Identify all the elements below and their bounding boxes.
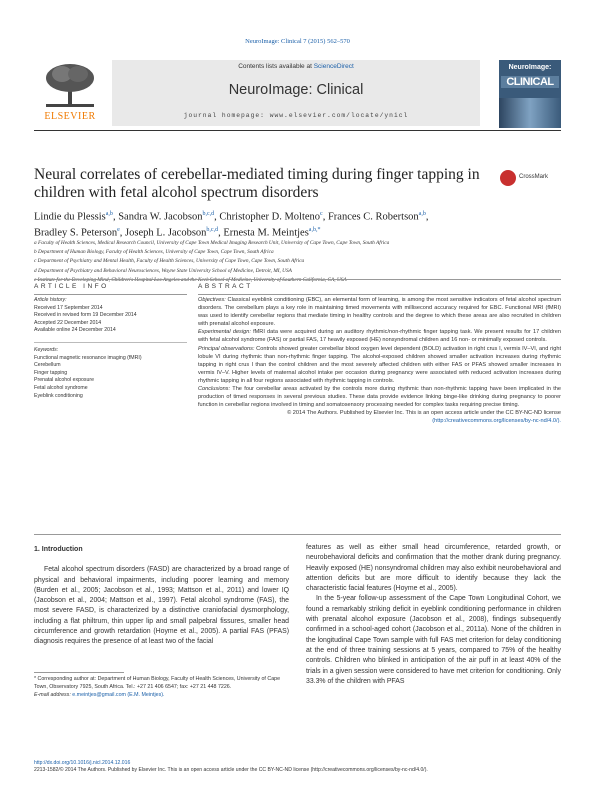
divider bbox=[34, 335, 187, 343]
contents-line bbox=[112, 63, 480, 70]
divider bbox=[34, 534, 561, 535]
publisher-name: ELSEVIER bbox=[44, 111, 96, 122]
section-heading: 1. Introduction bbox=[34, 546, 83, 553]
keyword: Eyeblink conditioning bbox=[34, 392, 83, 399]
author-affil-sup[interactable]: a,b bbox=[418, 211, 426, 217]
body-column-right bbox=[306, 543, 561, 687]
abstract-copyright bbox=[198, 409, 561, 425]
author-name[interactable]: Ernesta M. Meintjes bbox=[223, 227, 309, 239]
cover-artwork bbox=[499, 98, 561, 128]
elsevier-logo[interactable] bbox=[34, 60, 106, 128]
crossmark-button[interactable] bbox=[500, 170, 562, 188]
author-name[interactable]: Christopher D. Molteno bbox=[219, 211, 321, 223]
history-item: Received 17 September 2014 bbox=[34, 304, 103, 311]
history-item: Available online 24 December 2014 bbox=[34, 327, 116, 334]
page-footer bbox=[34, 760, 561, 775]
article-info-panel bbox=[34, 297, 187, 400]
history-item: Accepted 22 December 2014 bbox=[34, 319, 102, 326]
journal-banner bbox=[112, 60, 480, 126]
footnote bbox=[34, 676, 289, 699]
sciencedirect-link[interactable]: ScienceDirect bbox=[313, 63, 354, 70]
footnote-divider bbox=[34, 672, 124, 673]
keyword: Prenatal alcohol exposure bbox=[34, 377, 94, 384]
affiliation-line: d Department of Psychiatry and Behavioral Neurosciences, Wayne State University School of Medicine, Detroit, MI, USA bbox=[34, 267, 292, 274]
journal-cover-image[interactable] bbox=[499, 60, 561, 128]
body-paragraph: In the 5-year follow-up assessment of the Cape Town Longitudinal Cohort, we found a remarkably striking deficit in eyeblink conditioning performance in children with prenatal alcohol exposure (Jacobson et al., 2008), findings subsequently confirmed in a school-aged cohort (Jacobson et al., 2011a). None of the children in the longitudinal Cape Town sample with full FAS met criterion for delay conditioning at the end of three training sessions at 5 years, compared to 75% of the healthy controls. Children who blinked in anticipation of the air puff in at least 40% of the trials in a given session were considered to have met criterion for conditioning. Only 33.3% of the children with PFAS bbox=[306, 595, 561, 685]
conclusions-label: Conclusions: bbox=[198, 386, 231, 393]
objectives-label: Objectives: bbox=[198, 297, 226, 303]
abstract-heading: ABSTRACT bbox=[198, 283, 253, 290]
body-paragraph: features as well as either small head circumference, retarded growth, or neurobehavioral deficits and confirmation that the mother drank during pregnancy. Heavily exposed (HE) nonsyndromal children may also exhibit neurobehavioral and attention deficits but are more difficult to identify because they lack the characteristic facial features (Hoyme et al., 2005). bbox=[306, 544, 561, 593]
cover-title-line1: NeuroImage: bbox=[508, 64, 552, 71]
keywords-label: Keywords: bbox=[34, 346, 59, 353]
keyword: Finger tapping bbox=[34, 369, 68, 376]
corresponding-author-note: * Corresponding author at: Department of Human Biology, Faculty of Health Sciences, University of Cape Town, Observatory 7925, South Africa. Tel.: +27 21 406 6547; fax: +27 21 448 7226. bbox=[34, 676, 281, 690]
affiliation-line: b Department of Human Biology, Faculty of Health Sciences, University of Cape Town, Cape Town, South Africa bbox=[34, 249, 274, 256]
history-label: Article history: bbox=[34, 297, 67, 303]
author-affil-sup[interactable]: b,c,d bbox=[206, 227, 219, 233]
author-name[interactable]: Lindie du Plessis bbox=[34, 211, 106, 223]
author-affil-sup[interactable]: b,c,d bbox=[202, 211, 215, 217]
doi-link[interactable]: http://dx.doi.org/10.1016/j.nicl.2014.12.016 bbox=[34, 760, 131, 766]
journal-citation-link[interactable]: NeuroImage: Clinical 7 (2015) 562–570 bbox=[245, 38, 350, 45]
author-name[interactable]: Joseph L. Jacobson bbox=[125, 227, 207, 239]
observations-text: Controls showed greater cerebellar blood oxygen level dependent (BOLD) activation in right crus I, vermis IV–VI, and right lobule VI during rhythmic than non-rhythmic finger tapping. The alcohol-exposed children showed smaller activation increases during rhythmic tapping in right crus I than the control children and the most severely affected children with either FAS or PFAS showed smaller increases in vermis IV–V. Higher levels of maternal alcohol intake per occasion during pregnancy were associated with reduced activation increases during rhythmic tapping in all four regions associated with rhythmic tapping in controls. bbox=[198, 345, 561, 384]
author-affil-sup[interactable]: e bbox=[117, 227, 120, 233]
copyright-text: © 2014 The Authors. Published by Elsevier Inc. This is an open access article under the CC BY-NC-ND license bbox=[287, 410, 561, 417]
divider bbox=[34, 279, 561, 280]
article-info-heading: ARTICLE INFO bbox=[34, 283, 109, 290]
design-label: Experimental design: bbox=[198, 329, 251, 336]
design-text: fMRI data were acquired during an auditory rhythmic/non-rhythmic finger tapping task. We present results for 17 children with fetal alcohol syndrome (FAS) or partial FAS, 17 heavily exposed (HE) nonsyndromal children and 16 non- or minimally exposed controls. bbox=[198, 329, 561, 344]
abstract-body bbox=[198, 296, 561, 426]
email-link[interactable]: e.meintjes@gmail.com (E.M. Meintjes). bbox=[70, 691, 165, 698]
crossmark-label: CrossMark bbox=[519, 174, 549, 180]
history-item: Received in revised form 19 December 2014 bbox=[34, 312, 137, 319]
author-list: Lindie du Plessis$^{a,b}$, Sandra W. Jacobson$^{b,c,d}$, Christopher D. Molteno$^c$, Frances C. Robertson$^{a,b}$, Bradley S. Peterson$^e$, Joseph L. Jacobson$^{b,c,d}$, Ernesta M. Meintjes$^{a,b,*}$ bbox=[34, 211, 429, 239]
abstract-objectives bbox=[198, 296, 561, 328]
elsevier-tree-icon bbox=[42, 62, 98, 108]
affiliation-line: e Institute for the Developing Mind, Children's Hospital Los Angeles and the Keck School of Medicine, University of Southern California, CA, USA bbox=[34, 276, 347, 283]
conclusions-text: The four cerebellar areas activated by the controls more during rhythmic than non-rhythmic tapping have been implicated in the production of timed responses in several previous studies. These data provide evidence linking binge-like drinking during pregnancy to poorer function in cerebellar regions involved in timing and somatosensory processing needed for complex tasks requiring precise timing. bbox=[198, 386, 561, 409]
cover-title-line2: CLINICAL bbox=[501, 76, 559, 88]
body-column-left bbox=[34, 545, 289, 648]
body-paragraph: Fetal alcohol spectrum disorders (FASD) are characterized by a broad range of physical and behavioral impairments, including poorer learning and memory (Burden et al., 2005; Jacobson et al., 1993; Mattson et al., 2011) and lower IQ (Jacobson et al., 2004; Mattson et al., 1997). Fetal alcohol syndrome (FAS), the most severe FASD, is characterized by a distinctive craniofacial dysmorphology, including a flat philtrum, thin upper lip and small palpebral fissures, smaller head circumference and growth retardation (Hoyme et al., 2005). A partial FAS (PFAS) diagnosis requires the presence of at least two of the facial bbox=[34, 566, 289, 646]
author-name[interactable]: Bradley S. Peterson bbox=[34, 227, 118, 239]
affiliation-line: a Faculty of Health Sciences, Medical Research Council, University of Cape Town Medical Imaging Research Unit, University of Cape Town, Cape Town, South Africa bbox=[34, 240, 390, 246]
author-affil-sup[interactable]: c bbox=[320, 211, 323, 217]
author-name[interactable]: Frances C. Robertson bbox=[327, 211, 419, 223]
divider bbox=[198, 294, 561, 295]
affiliation-line: c Department of Psychiatry and Mental Health, Faculty of Health Sciences, University of Cape Town, Cape Town, South Africa bbox=[34, 258, 305, 265]
keyword: Fetal alcohol syndrome bbox=[34, 384, 88, 391]
masthead bbox=[34, 60, 561, 131]
author-affil-sup[interactable]: a,b bbox=[105, 211, 113, 217]
abstract-design bbox=[198, 328, 561, 344]
journal-title: NeuroImage: Clinical bbox=[228, 82, 364, 98]
license-link[interactable]: (http://creativecommons.org/licenses/by-nc-nd/4.0/). bbox=[432, 418, 561, 425]
footer-copyright: 2213-1582/© 2014 The Authors. Published by Elsevier Inc. This is an open access article under the CC BY-NC-ND license (http://creativecommons.org/licenses/by-nc-nd/4.0/). bbox=[34, 767, 428, 774]
keyword: Functional magnetic resonance imaging (fMRI) bbox=[34, 354, 142, 361]
objectives-text: Classical eyeblink conditioning (EBC), an elemental form of learning, is among the most sensitive indicators of fetal alcohol spectrum disorders. The cerebellum plays a key role in maintaining timed movements with millisecond accuracy required for EBC. Functional MRI (fMRI) was used to identify cerebellar regions that mediate timing in healthy controls and the degree to which these areas are also recruited in children with prenatal alcohol exposure. bbox=[198, 297, 561, 328]
author-affil-sup[interactable]: a,b,* bbox=[308, 227, 321, 233]
abstract-observations bbox=[198, 345, 561, 385]
author-name[interactable]: Sandra W. Jacobson bbox=[118, 211, 203, 223]
observations-label: Principal observations: bbox=[198, 345, 255, 352]
article-title: Neural correlates of cerebellar-mediated timing during finger tapping in children with fetal alcohol spectrum disorders bbox=[34, 166, 480, 201]
contents-prefix: Contents lists available at bbox=[238, 63, 314, 70]
abstract-conclusions bbox=[198, 385, 561, 409]
journal-homepage-link[interactable]: journal homepage: www.elsevier.com/locate/ynicl bbox=[183, 112, 409, 119]
keyword: Cerebellum bbox=[34, 362, 61, 369]
email-line bbox=[34, 692, 289, 700]
email-label: E-mail address: bbox=[34, 691, 71, 698]
divider bbox=[34, 294, 187, 295]
crossmark-icon bbox=[500, 170, 516, 186]
